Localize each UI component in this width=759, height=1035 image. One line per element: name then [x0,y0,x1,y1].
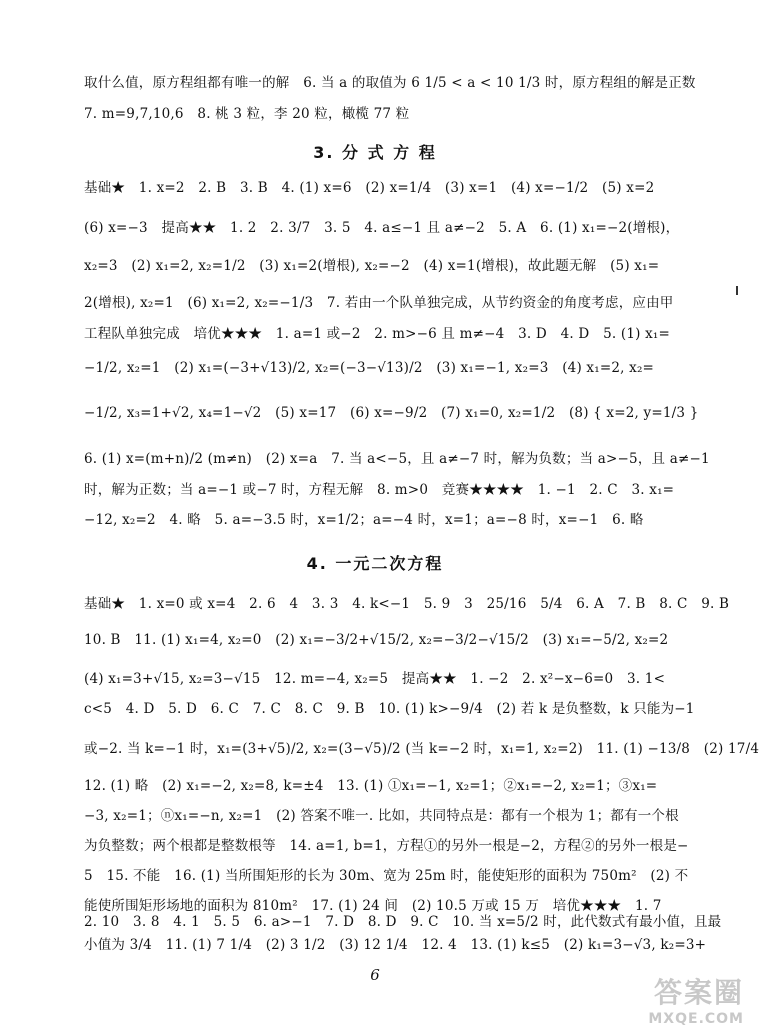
text-line: c<5 4. D 5. D 6. C 7. C 8. C 9. B 10. (1) k>−9/4 (2) 若 k 是负整数，k 只能为−1 [84,701,695,717]
watermark-logo [594,971,744,1031]
text-line: 5 15. 不能 16. (1) 当所围矩形的长为 30m、宽为 25m 时，能使矩形的面积为 750m² (2) 不 [84,868,689,884]
text-line: −1/2, x₂=1 (2) x₁=(−3+√13)/2, x₂=(−3−√13)/2 (3) x₁=−1, x₂=3 (4) x₁=2, x₂= [84,360,655,376]
text-line: 或−2. 当 k=−1 时，x₁=(3+√5)/2, x₂=(3−√5)/2 (当 k=−2 时，x₁=1, x₂=2) 11. (1) −13/8 (2) 17/4 [84,741,759,757]
text-line: −3, x₂=1；ⓝx₁=−n, x₂=1 (2) 答案不唯一. 比如，共同特点是：都有一个根为 1；都有一个根 [84,808,679,824]
section-title-quadratic-equations: 4. 一元二次方程 [306,554,444,573]
text-line: 为负整数；两个根都是整数根等 14. a=1, b=1，方程①的另外一根是−2，方程②的另外一根是− [84,838,689,854]
section-title-fractional-equations: 3. 分 式 方 程 [313,143,437,162]
text-line: 6. (1) x=(m+n)/2 (m≠n) (2) x=a 7. 当 a<−5，且 a≠−7 时，解为负数；当 a>−5，且 a≠−1 [84,451,710,467]
text-line: (4) x₁=3+√15, x₂=3−√15 12. m=−4, x₂=5 提高★★ 1. −2 2. x²−x−6=0 3. 1< [84,671,666,687]
text-line: x₂=3 (2) x₁=2, x₂=1/2 (3) x₁=2(增根), x₂=−2 (4) x=1(增根)，故此题无解 (5) x₁= [84,258,660,274]
text-line: 2. 10 3. 8 4. 1 5. 5 6. a>−1 7. D 8. D 9. C 10. 当 x=5/2 时，此代数式有最小值，且最 [84,914,722,930]
text-line: 基础★ 1. x=0 或 x=4 2. 6 4 3. 3 4. k<−1 5. 9 3 25/16 5/4 6. A 7. B 8. C 9. B [84,596,730,612]
text-line: 取什么值，原方程组都有唯一的解 6. 当 a 的取值为 6 1/5 < a < 10 1/3 时，原方程组的解是正数 [84,75,696,91]
text-line: −1/2, x₃=1+√2, x₄=1−√2 (5) x=17 (6) x=−9/2 (7) x₁=0, x₂=1/2 (8) { x=2, y=1/3 } [84,405,699,421]
text-line: 时，解为正数；当 a=−1 或−7 时，方程无解 8. m>0 竞赛★★★★ 1. −1 2. C 3. x₁= [84,482,675,498]
text-line: 2(增根), x₂=1 (6) x₁=2, x₂=−1/3 7. 若由一个队单独完成，从节约资金的角度考虑，应由甲 [84,295,674,311]
page-number: 6 [370,966,380,984]
text-line: 10. B 11. (1) x₁=4, x₂=0 (2) x₁=−3/2+√15/2, x₂=−3/2−√15/2 (3) x₁=−5/2, x₂=2 [84,632,669,648]
watermark-bottom-text: MXQE.COM [648,1011,744,1027]
text-line: (6) x=−3 提高★★ 1. 2 2. 3/7 3. 5 4. a≤−1 且 a≠−2 5. A 6. (1) x₁=−2(增根)， [84,220,680,236]
text-line: −12, x₂=2 4. 略 5. a=−3.5 时，x=1/2；a=−4 时，x=1；a=−8 时，x=−1 6. 略 [84,512,644,528]
text-line: 小值为 3/4 11. (1) 7 1/4 (2) 3 1/2 (3) 12 1/4 12. 4 13. (1) k≤5 (2) k₁=3−√3, k₂=3+ [84,937,707,953]
margin-mark [736,286,738,295]
text-line: 12. (1) 略 (2) x₁=−2, x₂=8, k=±4 13. (1) ①x₁=−1, x₂=1；②x₁=−2, x₂=1；③x₁= [84,778,658,794]
text-line: 能使所围矩形场地的面积为 810m² 17. (1) 24 间 (2) 10.5 万或 15 万 培优★★★ 1. 7 [84,898,662,914]
text-line: 7. m=9,7,10,6 8. 桃 3 粒，李 20 粒，橄榄 77 粒 [84,106,410,122]
text-line: 工程队单独完成 培优★★★ 1. a=1 或−2 2. m>−6 且 m≠−4 3. D 4. D 5. (1) x₁= [84,326,671,342]
text-line: 基础★ 1. x=2 2. B 3. B 4. (1) x=6 (2) x=1/4 (3) x=1 (4) x=−1/2 (5) x=2 [84,180,655,196]
watermark-top-text: 答案圈 [653,976,744,1009]
